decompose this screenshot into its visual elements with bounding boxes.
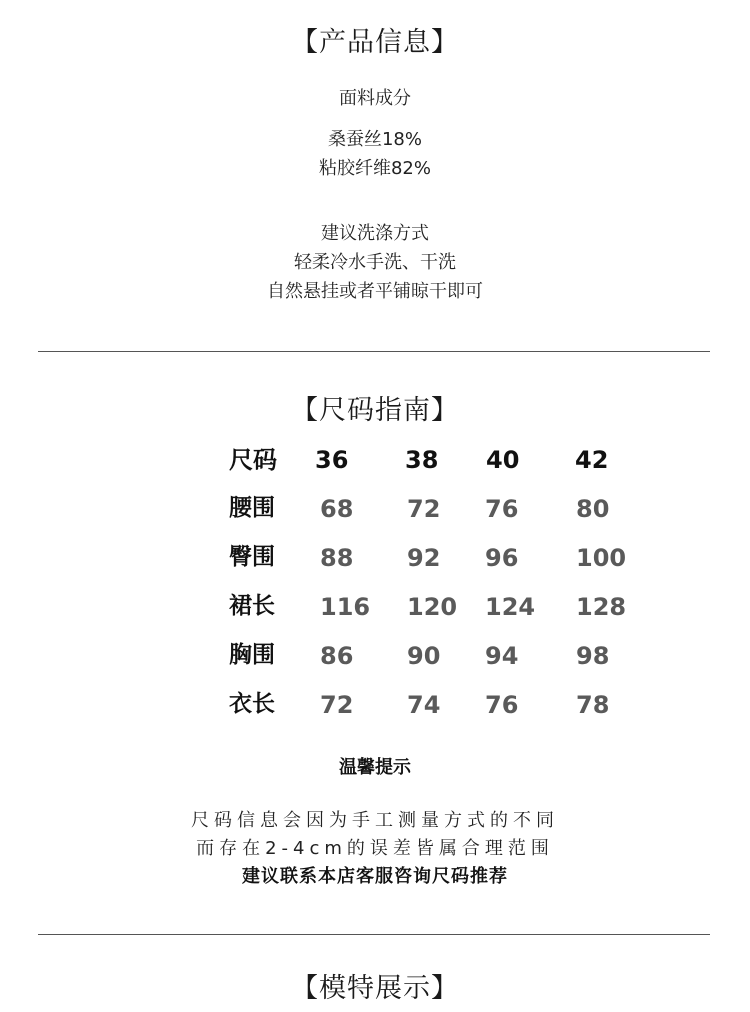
- size-header-42: 42: [575, 446, 609, 474]
- size-guide-title: 【尺码指南】: [291, 395, 459, 426]
- wash-label: 建议洗涤方式: [321, 223, 429, 244]
- table-cell: 92: [407, 544, 441, 572]
- row-label-bust: 胸围: [229, 642, 275, 668]
- table-cell: 96: [485, 544, 519, 572]
- product-info-title: 【产品信息】: [291, 27, 459, 58]
- table-cell: 72: [320, 691, 354, 719]
- table-cell: 124: [485, 593, 536, 621]
- table-cell: 90: [407, 642, 441, 670]
- row-label-hip: 臀围: [229, 544, 275, 570]
- size-header-36: 36: [315, 446, 349, 474]
- table-cell: 72: [407, 495, 441, 523]
- table-cell: 80: [576, 495, 610, 523]
- table-cell: 74: [407, 691, 441, 719]
- table-cell: 78: [576, 691, 610, 719]
- model-show-title: 【模特展示】: [291, 973, 459, 1004]
- row-label-top-length: 衣长: [229, 691, 275, 717]
- table-cell: 94: [485, 642, 519, 670]
- table-cell: 88: [320, 544, 354, 572]
- table-cell: 68: [320, 495, 354, 523]
- tips-line-measurement: 尺码信息会因为手工测量方式的不同: [191, 810, 559, 831]
- tips-line-tolerance: 而存在2-4cm的误差皆属合理范围: [196, 838, 554, 859]
- size-header-40: 40: [486, 446, 520, 474]
- tips-line-contact: 建议联系本店客服咨询尺码推荐: [242, 866, 508, 887]
- table-cell: 76: [485, 691, 519, 719]
- table-cell: 76: [485, 495, 519, 523]
- wash-line-handwash: 轻柔冷水手洗、干洗: [294, 252, 456, 273]
- fabric-line-viscose: 粘胶纤维82%: [318, 158, 431, 179]
- table-cell: 120: [407, 593, 458, 621]
- table-cell: 86: [320, 642, 354, 670]
- fabric-label: 面料成分: [339, 88, 411, 109]
- tips-title: 温馨提示: [339, 757, 411, 778]
- row-label-waist: 腰围: [229, 495, 275, 521]
- section-divider: [38, 934, 710, 935]
- size-header-label: 尺码: [229, 446, 277, 474]
- wash-line-dry: 自然悬挂或者平铺晾干即可: [267, 281, 483, 302]
- table-cell: 116: [320, 593, 371, 621]
- size-header-38: 38: [405, 446, 439, 474]
- row-label-skirt-length: 裙长: [229, 593, 275, 619]
- fabric-line-silk: 桑蚕丝18%: [327, 129, 422, 150]
- table-cell: 100: [576, 544, 627, 572]
- table-cell: 98: [576, 642, 610, 670]
- table-cell: 128: [576, 593, 627, 621]
